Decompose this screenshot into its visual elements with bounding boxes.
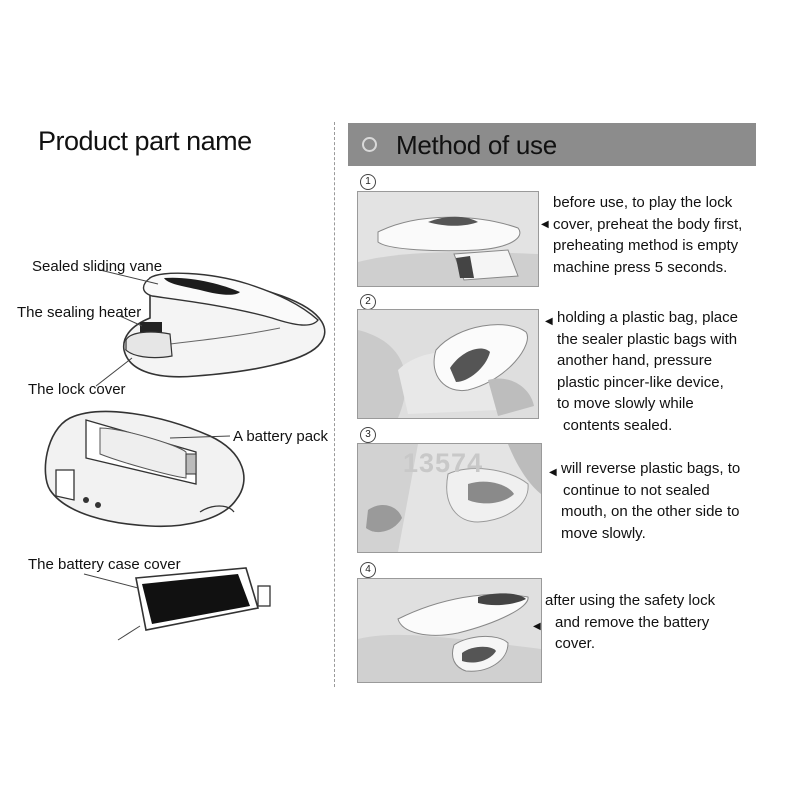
label-battery-pack: A battery pack: [233, 428, 329, 445]
step-number: 2: [360, 294, 376, 310]
triangle-left-icon: ◀: [541, 219, 549, 230]
method-title: Method of use: [396, 130, 557, 160]
step-photo-2: [357, 309, 539, 419]
product-title: Product part name: [38, 126, 252, 156]
panel-divider: [334, 122, 335, 687]
triangle-left-icon: ◀: [533, 621, 541, 632]
step-text-1: ◀ before use, to play the lock cover, preheat the body first, preheating method is empty machine press 5 seconds.: [541, 194, 743, 276]
step-text-4: ◀ after using the safety lock and remove the battery cover.: [533, 592, 716, 652]
label-lock-cover: The lock cover: [28, 381, 126, 398]
circle-icon: [362, 137, 377, 152]
sealer-photo-icon: [358, 192, 538, 286]
step-number: 3: [360, 427, 376, 443]
step-photo-4: [357, 578, 542, 683]
step-photo-1: [357, 191, 539, 287]
step-text-2: ◀ holding a plastic bag, place the sealer plastic bags with another hand, pressure plastic pincer-like device, to move slowly while contents sealed.: [545, 309, 738, 434]
label-sealing-heater: The sealing heater: [17, 304, 142, 321]
triangle-left-icon: ◀: [545, 316, 553, 327]
step-number: 1: [360, 174, 376, 190]
hand-sealing-photo-icon: [358, 310, 538, 418]
lock-cover-shape: [126, 332, 172, 358]
label-battery-case-cover: The battery case cover: [28, 556, 181, 573]
step-text-3: ◀ will reverse plastic bags, to continue to not sealed mouth, on the other side to move slowly.: [549, 460, 741, 542]
label-sealed-sliding-vane: Sealed sliding vane: [32, 258, 163, 275]
triangle-left-icon: ◀: [549, 467, 557, 478]
sealer-illustration: [0, 0, 340, 700]
lock-remove-photo-icon: [358, 579, 541, 682]
watermark-text: 13574: [403, 448, 484, 478]
method-header: [348, 123, 756, 166]
step-number: 4: [360, 562, 376, 578]
